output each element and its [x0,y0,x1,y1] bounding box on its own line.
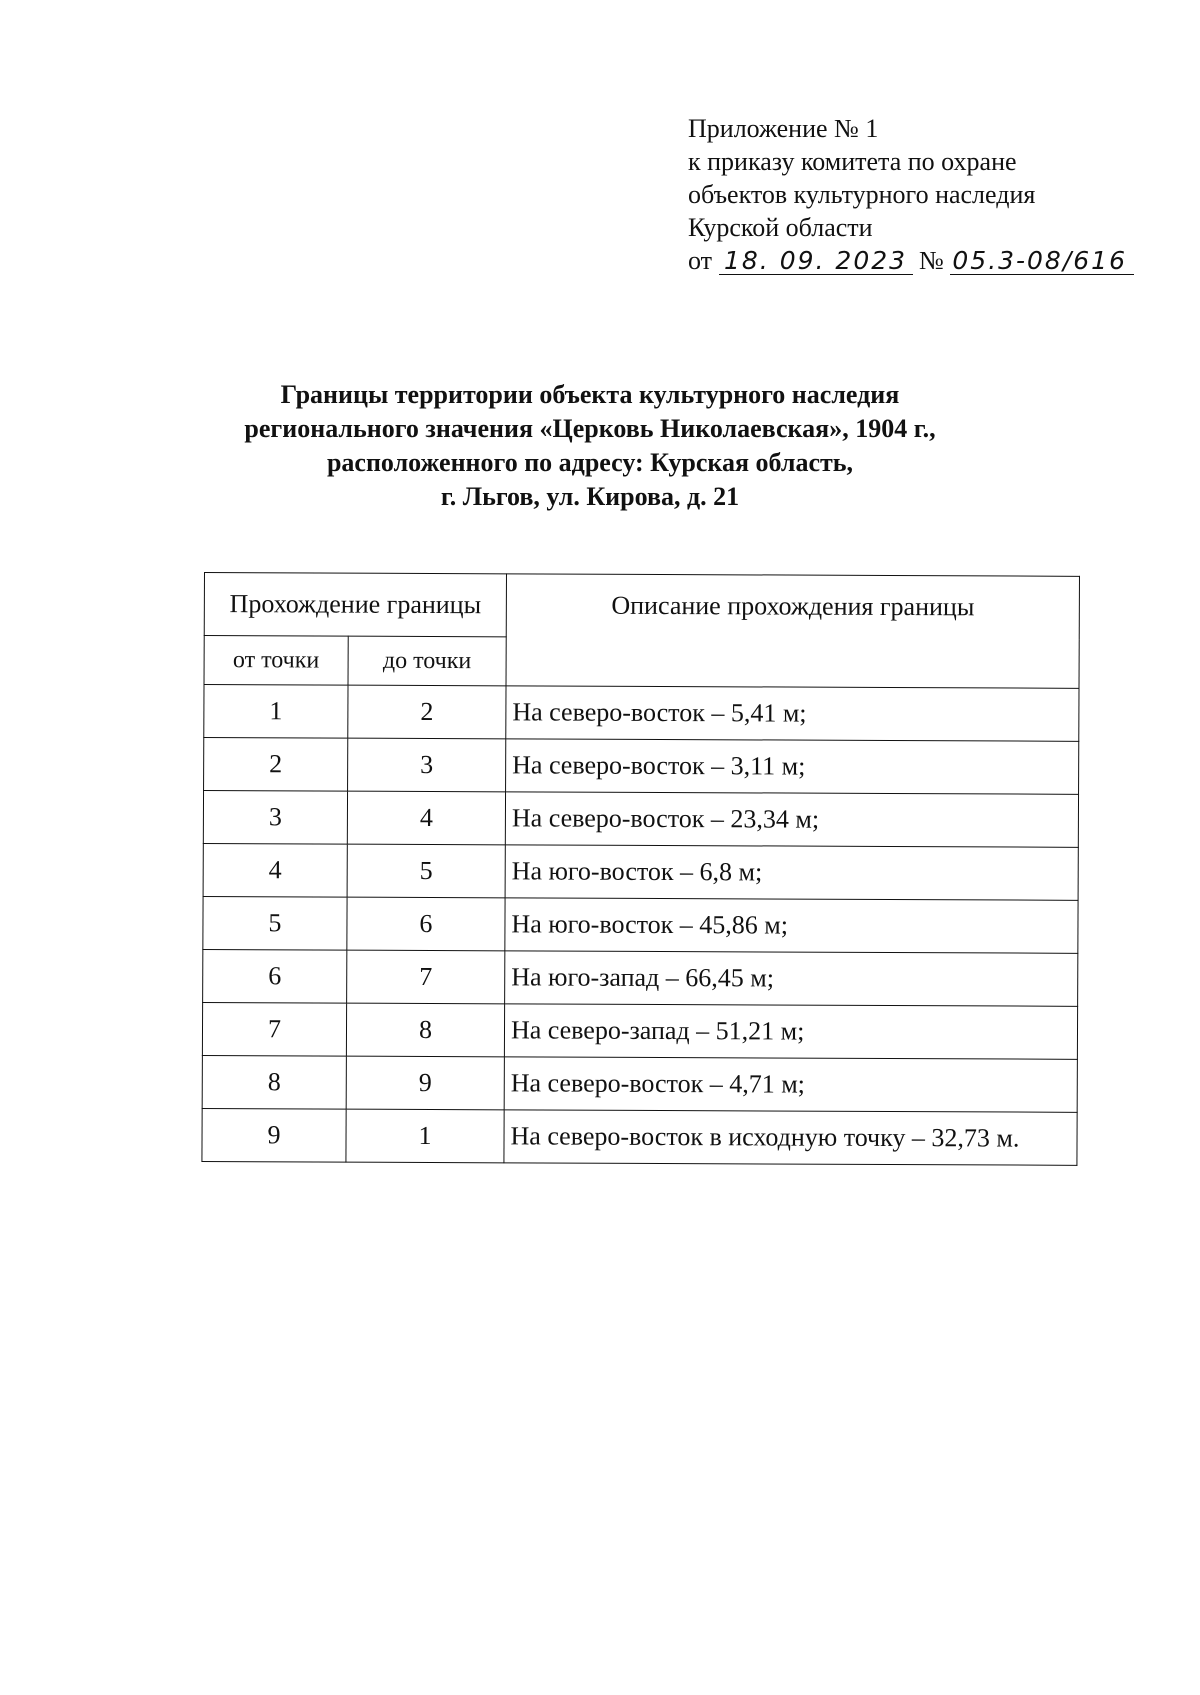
title-line-4: г. Льгов, ул. Кирова, д. 21 [440,482,740,511]
description-cell: На северо-восток – 23,34 м; [505,792,1078,847]
annex-block [688,112,1168,277]
from-point-cell: 8 [202,1055,346,1109]
boundary-table-body [202,685,1079,1166]
to-point-cell: 2 [348,685,506,739]
document-title [140,378,1040,514]
from-point-cell: 1 [204,685,348,739]
table-row [204,738,1079,795]
boundary-table [201,572,1080,1166]
header-boundary-description: Описание прохождения границы [506,574,1079,688]
from-point-cell: 5 [203,896,347,950]
title-line-2: регионального значения «Церковь Николаевская», 1904 г., [244,414,936,443]
description-cell: На юго-восток – 6,8 м; [505,845,1078,900]
to-point-cell: 9 [346,1056,504,1110]
description-cell: На юго-запад – 66,45 м; [505,951,1078,1006]
annex-order-line: к приказу комитета по охране [688,147,1017,176]
to-point-cell: 7 [347,950,505,1004]
from-point-cell: 7 [202,1002,346,1056]
table-row [202,1108,1077,1165]
annex-region-line: Курской области [688,213,873,242]
table-row [203,791,1078,848]
to-point-cell: 4 [347,791,505,845]
table-row [204,685,1079,742]
description-cell: На юго-восток – 45,86 м; [505,898,1078,953]
table-row [202,1002,1077,1059]
annex-date-number-line [688,244,1168,277]
from-point-cell: 3 [203,791,347,845]
title-line-3: расположенного по адресу: Курская область, [326,448,854,477]
to-point-cell: 6 [347,897,505,951]
annex-title: Приложение № 1 [688,114,879,143]
header-boundary-passage: Прохождение границы [204,573,506,637]
table-row [202,1055,1077,1112]
table-row [203,843,1078,900]
to-point-cell: 5 [347,844,505,898]
to-point-cell: 3 [348,738,506,792]
header-to-point: до точки [348,636,506,686]
table-row [203,949,1078,1006]
to-point-cell: 8 [346,1003,504,1057]
from-point-cell: 4 [203,843,347,897]
table-row [203,896,1078,953]
to-point-cell: 1 [346,1109,504,1163]
description-cell: На северо-восток – 3,11 м; [506,739,1079,794]
header-from-point: от точки [204,636,348,686]
description-cell: На северо-восток в исходную точку – 32,73 м. [504,1110,1077,1165]
number-prefix: № [919,246,944,275]
description-cell: На северо-запад – 51,21 м; [504,1004,1077,1059]
order-number: 05.3-08/616 [950,248,1134,275]
from-point-cell: 2 [204,738,348,792]
from-point-cell: 6 [203,949,347,1003]
from-point-cell: 9 [202,1108,346,1162]
order-date: 18. 09. 2023 [719,248,913,275]
title-line-1: Границы территории объекта культурного наследия [280,380,900,409]
date-prefix: от [688,246,713,275]
description-cell: На северо-восток – 5,41 м; [506,686,1079,741]
description-cell: На северо-восток – 4,71 м; [504,1057,1077,1112]
annex-committee-line: объектов культурного наследия [688,180,1036,209]
